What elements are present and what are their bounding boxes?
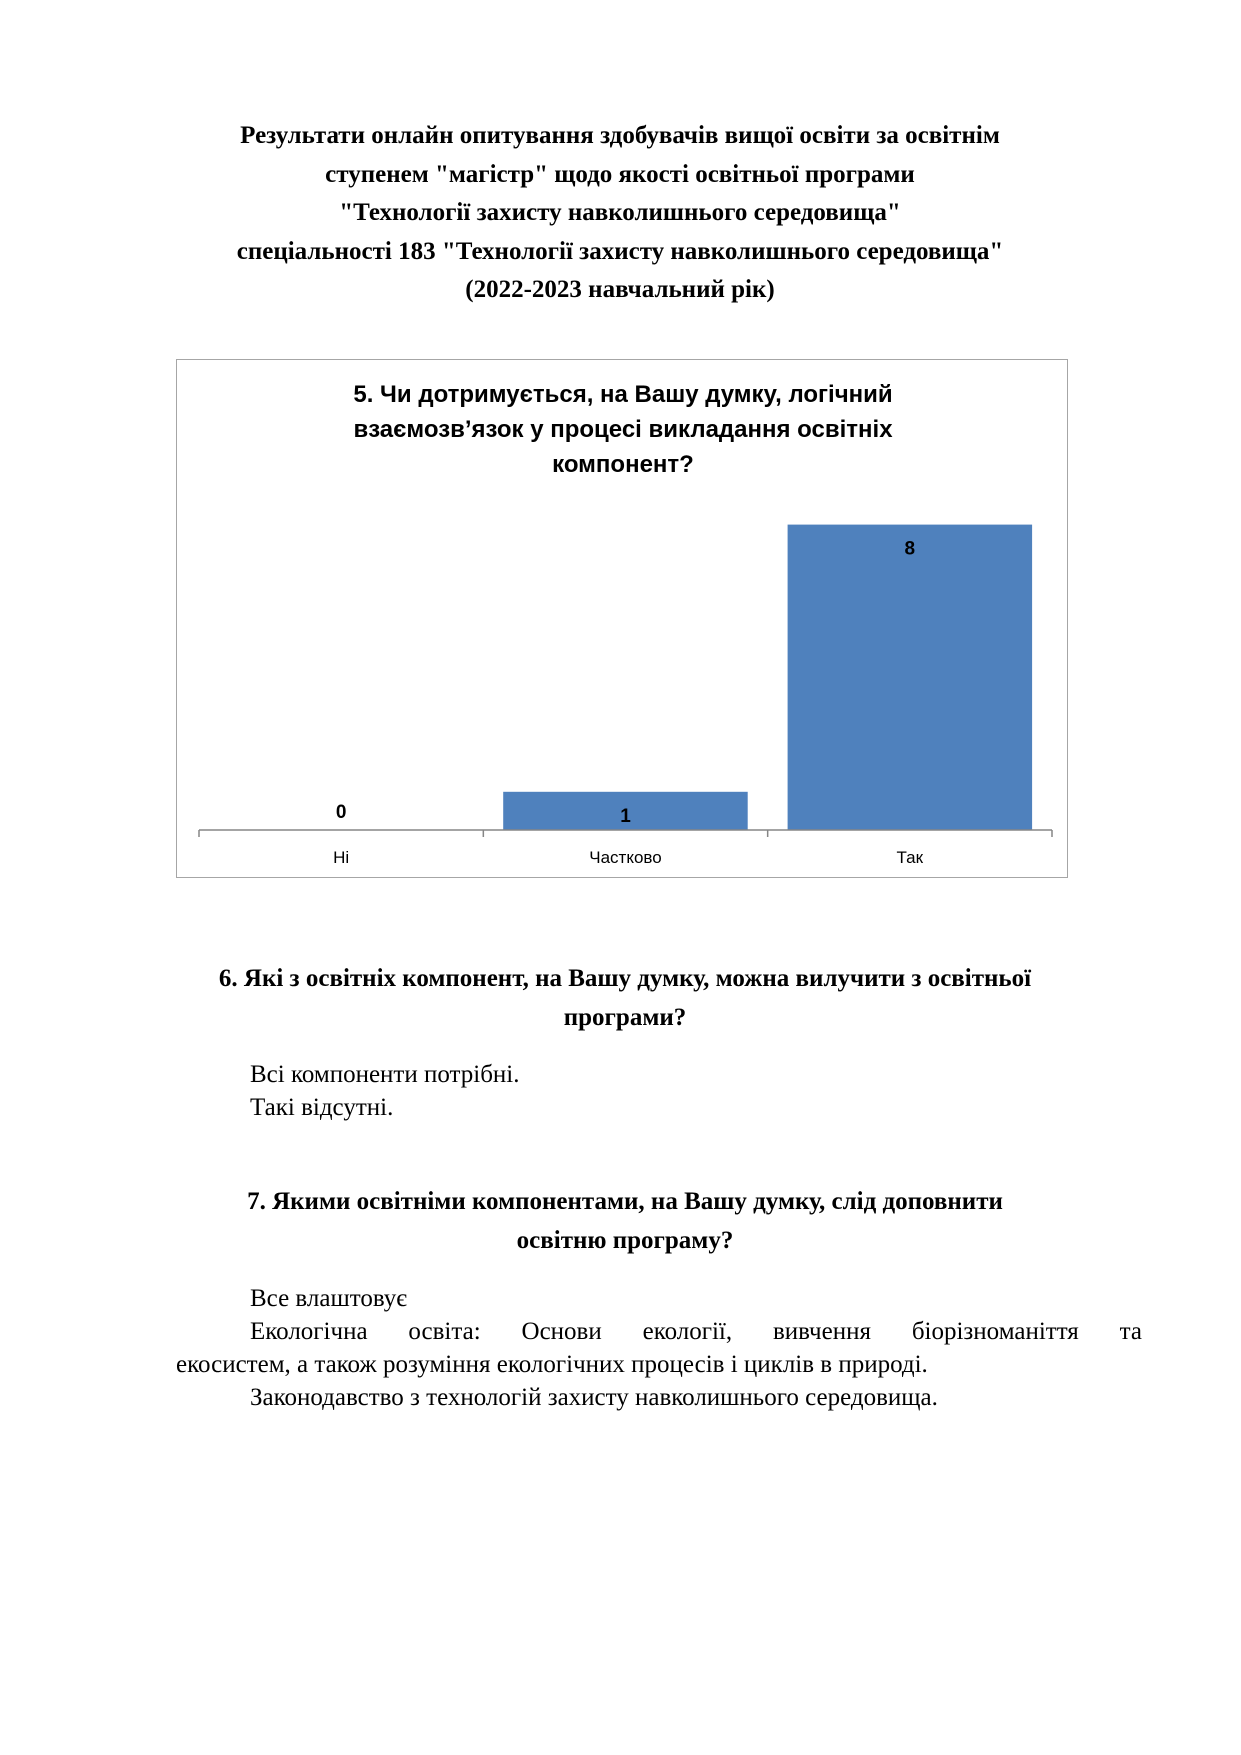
answer-text: Законодавство з технологій захисту навколишнього середовища.	[250, 1384, 938, 1411]
header-line: (2022-2023 навчальний рік)	[465, 276, 775, 303]
heading-line: 7. Якими освітніми компонентами, на Вашу думку, слід доповнити	[247, 1188, 1003, 1215]
header-line: Результати онлайн опитування здобувачів вищої освіти за освітнім	[240, 122, 1000, 149]
chart-title-line: 5. Чи дотримується, на Вашу думку, логічний	[353, 381, 893, 408]
data-label: 0	[335, 802, 347, 823]
question-7-heading	[175, 1183, 1075, 1260]
x-tick-label: Ні	[333, 848, 350, 867]
answer-text: Все влаштовує	[250, 1285, 407, 1312]
answer-text: Всі компоненти потрібні.	[250, 1061, 520, 1088]
answer-text: Екологічна освіта: Основи екології, вивчення біорізноманіття та	[250, 1318, 1142, 1345]
header-line: "Технології захисту навколишнього середовища"	[339, 199, 901, 226]
question-6-heading	[175, 960, 1075, 1037]
answer-text: Такі відсутні.	[250, 1094, 394, 1121]
header-line: спеціальності 183 "Технології захисту навколишнього середовища"	[236, 237, 1004, 265]
x-tick-label: Частково	[589, 848, 662, 867]
document-header	[170, 117, 1070, 310]
heading-line: програми?	[563, 1003, 687, 1031]
bar-chart	[176, 359, 1068, 878]
heading-line: освітню програму?	[516, 1226, 734, 1254]
answer-text: екосистем, а також розуміння екологічних процесів і циклів в природі.	[176, 1351, 928, 1378]
chart-canvas	[177, 360, 1069, 879]
heading-line: 6. Які з освітніх компонент, на Вашу думку, можна вилучити з освітньої	[218, 965, 1032, 992]
answer-paragraph	[176, 1315, 1142, 1381]
data-label: 1	[620, 805, 631, 827]
bar-3	[788, 525, 1033, 830]
x-tick-label: Так	[896, 848, 924, 867]
data-label: 8	[904, 538, 916, 560]
chart-title-line: компонент?	[552, 451, 694, 478]
header-line: ступенем "магістр" щодо якості освітньої програми	[325, 160, 915, 188]
chart-title-line: взаємозв’язок у процесі викладання освітніх	[353, 416, 893, 443]
